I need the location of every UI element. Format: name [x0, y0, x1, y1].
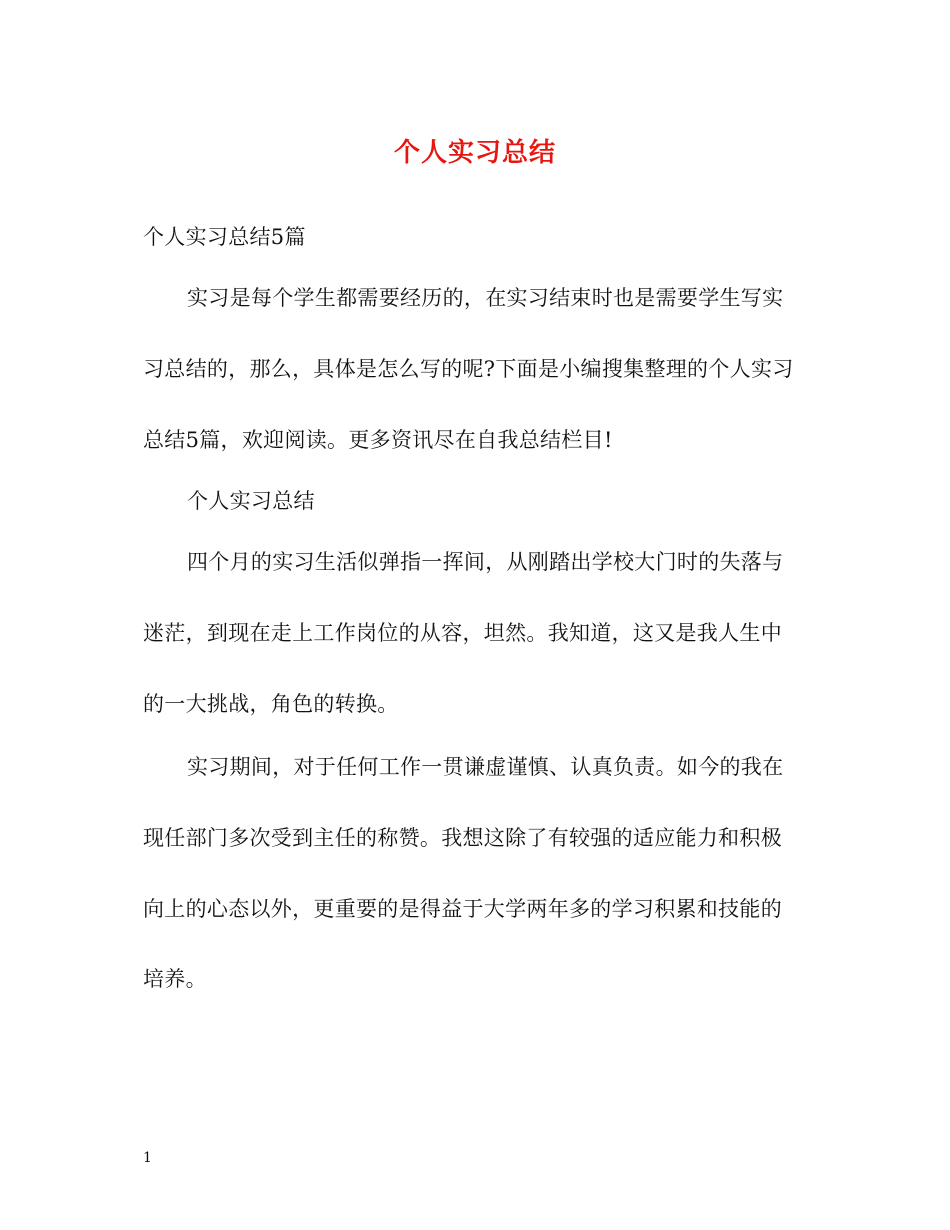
document-title: 个人实习总结	[393, 138, 556, 168]
paragraph2-line-2: 现任部门多次受到主任的称赞。我想这除了有较强的适应能力和积极	[143, 826, 782, 850]
document-subtitle: 个人实习总结5篇	[143, 225, 306, 249]
paragraph1-line-2: 迷茫，到现在走上工作岗位的从容，坦然。我知道，这又是我人生中	[143, 621, 782, 645]
paragraph2-line-4: 培养。	[143, 967, 207, 991]
page-number: 1	[143, 1150, 152, 1166]
intro-line-3: 总结5篇，欢迎阅读。更多资讯尽在自我总结栏目!	[143, 428, 613, 452]
intro-line-2: 习总结的，那么，具体是怎么写的呢?下面是小编搜集整理的个人实习	[143, 357, 794, 381]
paragraph2-line-3: 向上的心态以外，更重要的是得益于大学两年多的学习积累和技能的	[143, 897, 782, 921]
paragraph2-line-1: 实习期间，对于任何工作一贯谦虚谨慎、认真负责。如今的我在	[187, 755, 784, 779]
paragraph1-line-3: 的一大挑战，角色的转换。	[143, 692, 399, 716]
section-heading: 个人实习总结	[187, 489, 315, 513]
intro-line-1: 实习是每个学生都需要经历的，在实习结束时也是需要学生写实	[187, 286, 784, 310]
paragraph1-line-1: 四个月的实习生活似弹指一挥间，从刚踏出学校大门时的失落与	[187, 550, 784, 574]
